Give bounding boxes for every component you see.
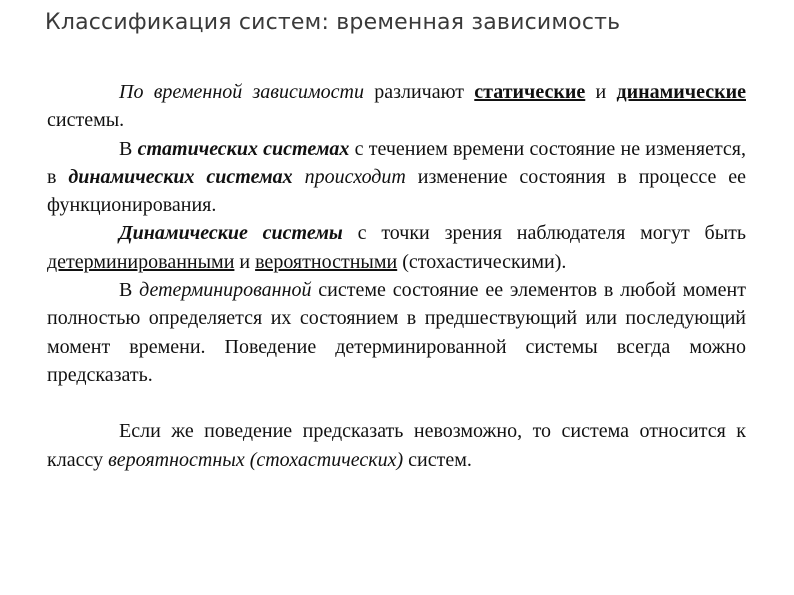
term-stochastic: вероятностных (стохастических) [108,448,404,471]
text-span: различают [363,81,475,103]
text-span: и [234,250,256,273]
page-title: Классификация систем: временная зависимость [45,10,621,35]
text-span: изменение состояния в процессе ее функционирования. [47,165,746,217]
paragraph-probabilistic [47,417,746,474]
term-static-systems: статических системах [137,137,350,160]
text-span: системе состояние ее элементов в любой момент полностью определяется их состоянием в предшествующий или последующий момент времени. Поведение детерминированной системы всегда можно предсказать. [47,279,746,386]
paragraph-time-dependence [47,78,746,135]
text-span: с точки зрения наблюдателя могут быть [342,222,746,245]
term-time-dependence: По временной зависимости [119,81,364,103]
term-probabilistic: вероятностными [255,250,398,273]
text-span: В [119,279,140,302]
term-dynamic: динамические [616,81,746,103]
paragraph-observer [47,219,746,276]
text-span: с течением времени состояние не изменяется, в [47,137,747,188]
text-span: Если же поведение предсказать невозможно, то система относится к классу [47,420,746,471]
text-span: (стохастическими). [397,250,567,273]
paragraph-static-dynamic [47,135,746,220]
term-static: статические [474,81,586,103]
term-deterministic: детерминированными [47,250,235,273]
text-span: систем. [403,448,472,471]
text-span: системы. [47,109,125,132]
slide-body [47,78,746,474]
paragraph-deterministic [47,276,746,389]
text-span-italic: происходит [304,165,406,188]
term-deterministic-italic: детерминированной [139,279,312,302]
text-span [293,166,305,188]
text-span: и [585,81,617,103]
text-span: В [119,137,138,160]
term-dynamic-systems-heading: Динамические системы [119,222,343,245]
term-dynamic-systems: динамических системах [68,165,293,188]
